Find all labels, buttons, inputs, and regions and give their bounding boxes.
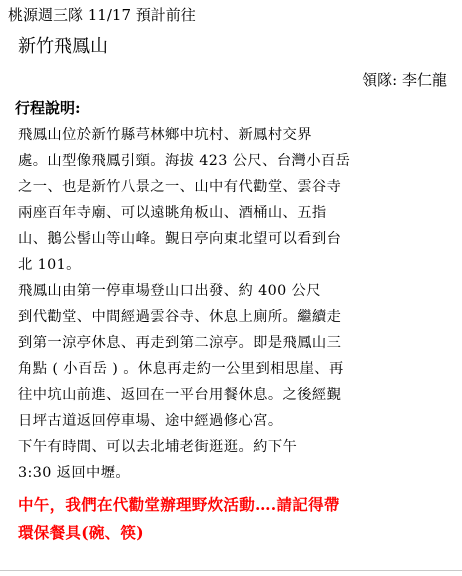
page-title: 新竹飛鳳山 xyxy=(18,36,108,57)
body-line: 往中坑山前進、返回在一平台用餐休息。之後經覲 xyxy=(18,387,342,403)
body-line: 到第一涼亭休息、再走到第二涼亭。即是飛鳳山三 xyxy=(18,335,342,351)
body-line: 飛鳳山位於新竹縣芎林鄉中坑村、新鳳村交界 xyxy=(18,127,312,143)
notice-line: 環保餐具(碗、筷) xyxy=(18,523,144,542)
body-line: 下午有時間、可以去北埔老街逛逛。約下午 xyxy=(18,439,298,455)
body-line: 兩座百年寺廟、可以遠眺角板山、酒桶山、五指 xyxy=(18,205,327,221)
body-line: 北 101。 xyxy=(18,257,81,273)
body-line: 之一、也是新竹八景之一、山中有代勸堂、雲谷寺 xyxy=(18,179,342,195)
body-line: 日坪古道返回停車場、途中經過修心宮。 xyxy=(18,413,283,429)
leader-label: 領隊: 李仁龍 xyxy=(362,71,447,89)
group-header: 桃源週三隊 11/17 預計前往 xyxy=(8,6,196,24)
notice-line: 中午，我們在代勸堂辦理野炊活動….請記得帶 xyxy=(18,495,340,514)
bottom-divider xyxy=(0,570,462,571)
body-line: 3:30 返回中壢。 xyxy=(18,465,131,481)
body-line: 飛鳳山由第一停車場登山口出發、約 400 公尺 xyxy=(18,283,321,299)
body-line: 角點 ( 小百岳 ) 。休息再走約一公里到相思崖、再 xyxy=(18,361,344,377)
body-line: 到代勸堂、中間經過雲谷寺、休息上廁所。繼續走 xyxy=(18,309,342,325)
body-line: 山、鵝公髻山等山峰。覲日亭向東北望可以看到台 xyxy=(18,231,342,247)
body-line: 處。山型像飛鳳引頸。海拔 423 公尺、台灣小百岳 xyxy=(18,153,351,169)
section-heading: 行程說明: xyxy=(15,99,81,117)
